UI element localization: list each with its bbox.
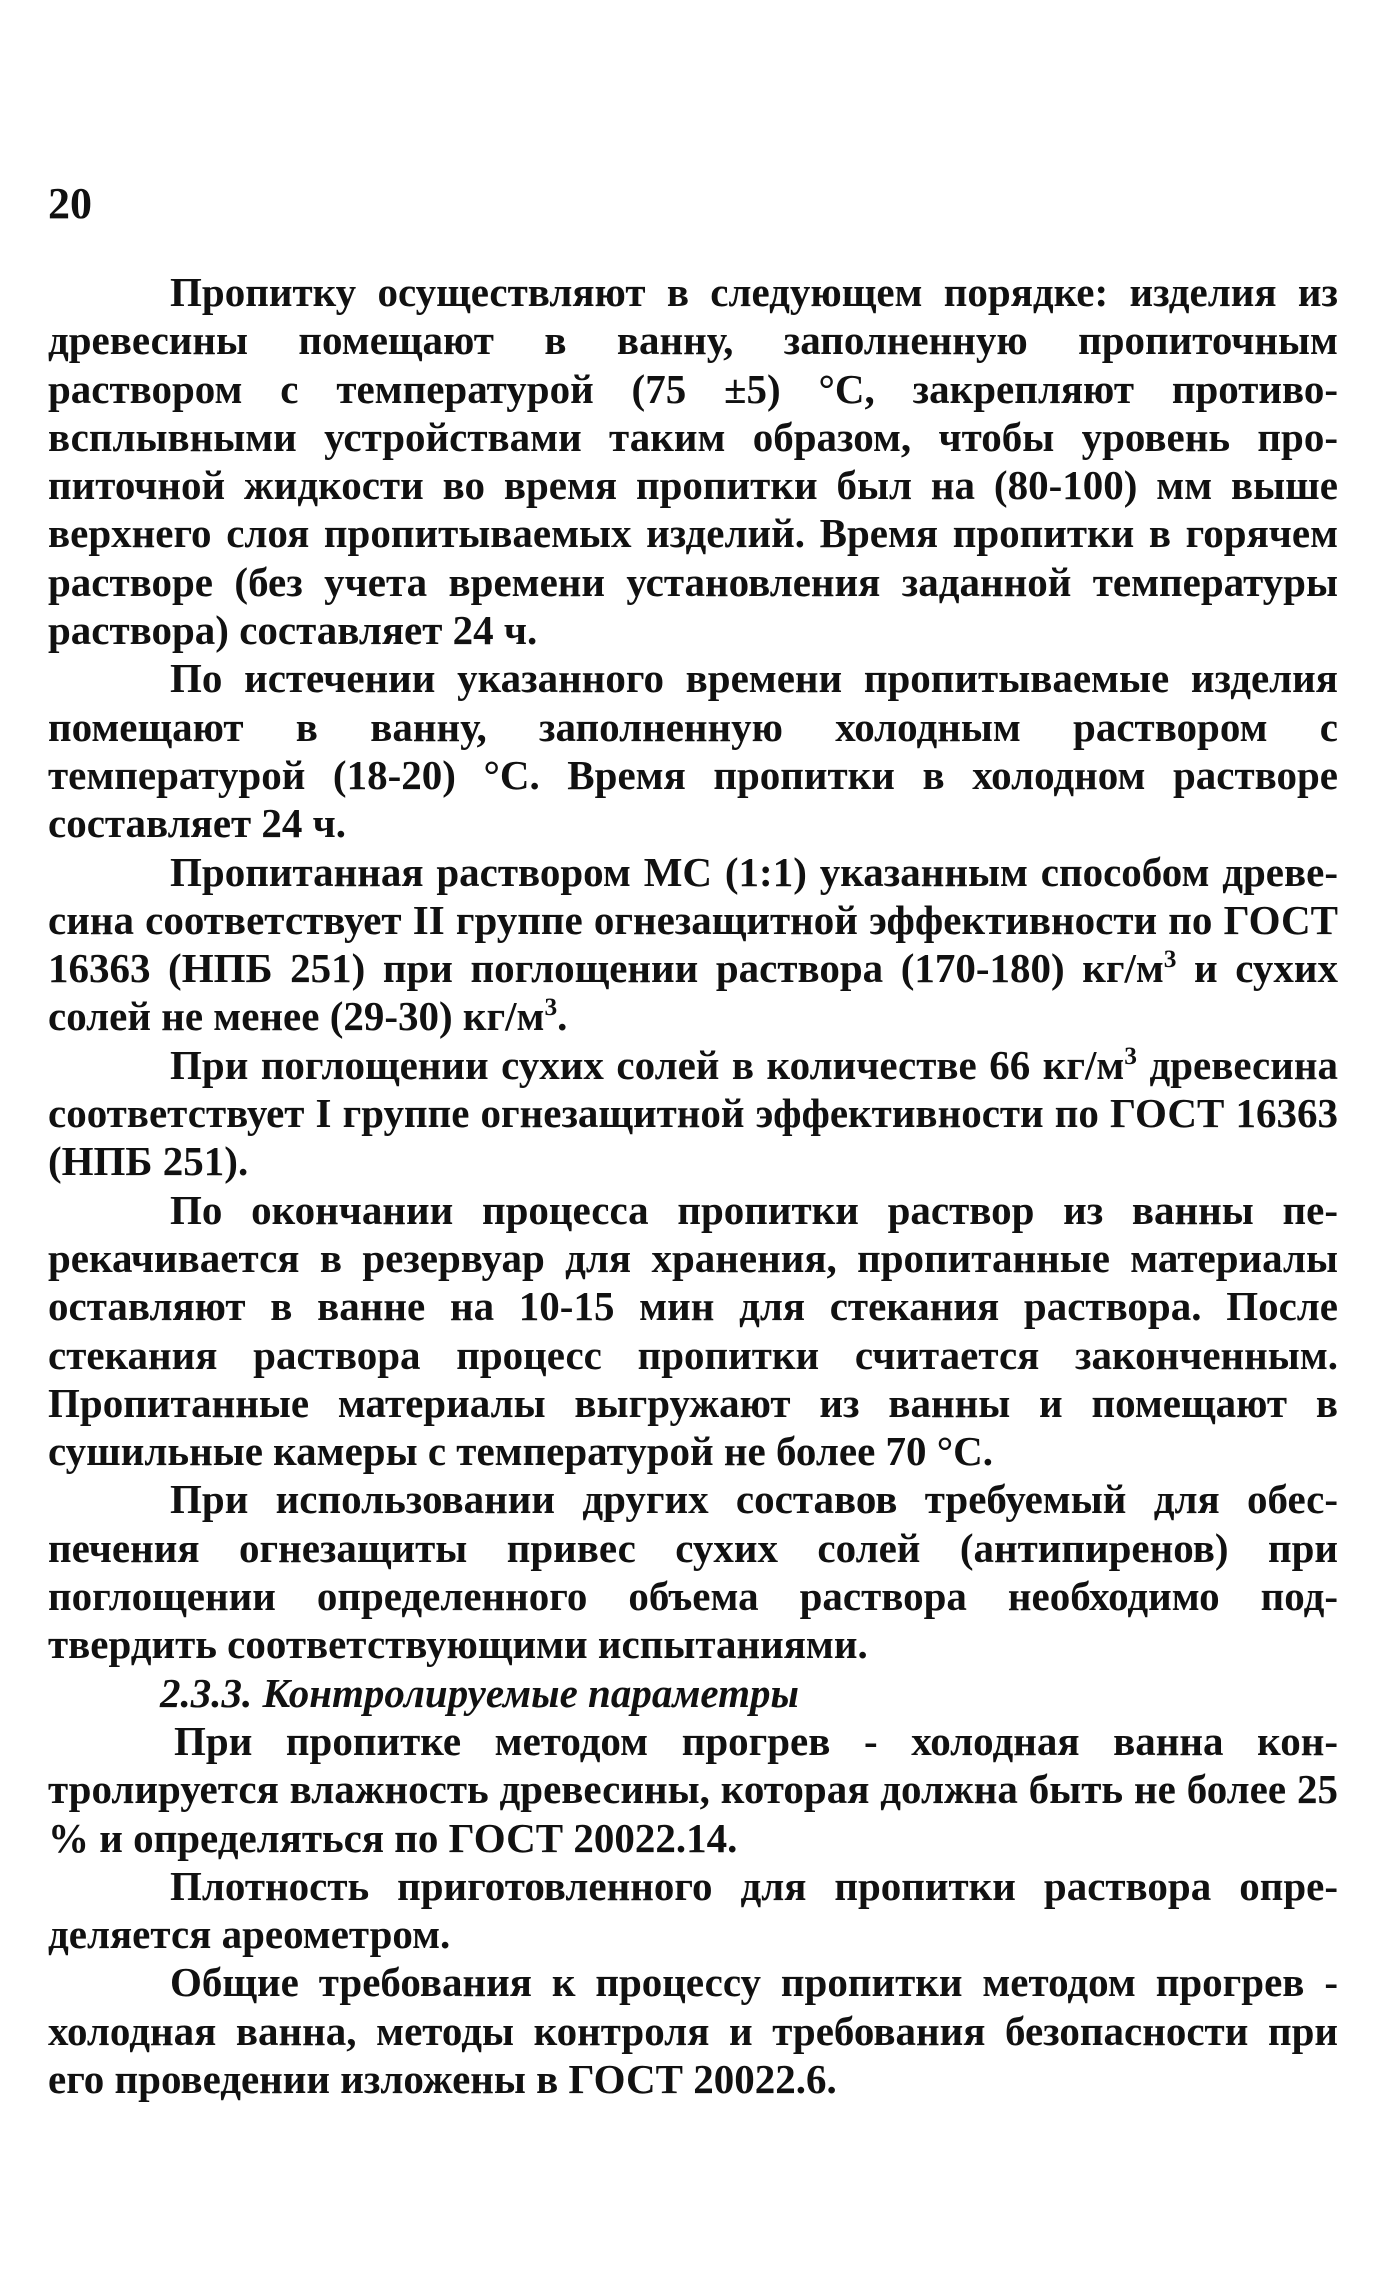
paragraph (48, 848, 1338, 1041)
paragraph: Пропитку осуществляют в следующем порядке: изделия из древесины помещают в ванну, заполненную пропиточным раствором с температурой (75 ±5) °С, закрепляют противовсплывными устройствами таким образом, чтобы уровень пропиточной жидкости во время пропитки был на (80-100) мм выше верхнего слоя пропитываемых изделий. Время пропитки в горячем растворе (без учета времени установления заданной температуры раствора) составляет 24 ч. (48, 269, 1338, 654)
paragraph: По окончании процесса пропитки раствор из ванны перекачивается в резервуар для хранения, пропитанные материалы оставляют в ванне на 10-15 мин для стекания раствора. После стекания раствора процесс пропитки считается законченным. Пропитанные материалы выгружают из ванны и помещают в сушильные камеры с температурой не более 70 °С. (48, 1186, 1338, 1475)
paragraph (48, 1041, 1338, 1186)
paragraph: Общие требования к процессу пропитки методом прогрев - холодная ванна, методы контроля и требования безопасности при его проведении изложены в ГОСТ 20022.6. (48, 1959, 1338, 2102)
paragraph-text: Пропитанная раствором МС (1:1) указанным способом древесина соответствует II группе огнезащитной эффективности по ГОСТ 16363 (НПБ 251) при поглощении раствора (170-180) кг/м (48, 848, 1338, 992)
paragraph-text: При поглощении сухих солей в количестве 66 кг/м (170, 1041, 1125, 1088)
superscript: 3 (1124, 1041, 1137, 1070)
page-number: 20 (48, 179, 92, 228)
paragraph: По истечении указанного времени пропитываемые изделия помещают в ванну, заполненную холодным раствором с температурой (18-20) °С. Время пропитки в холодном растворе составляет 24 ч. (48, 655, 1338, 847)
section-heading: 2.3.3. Контролируемые параметры (160, 1669, 799, 1716)
paragraph-text: древесина соответствует I группе огнезащитной эффективности по ГОСТ 16363 (НПБ 251). (48, 1041, 1338, 1185)
paragraph: При пропитке методом прогрев - холодная ванна контролируется влажность древесины, которая должна быть не более 25 % и определяться по ГОСТ 20022.14. (48, 1717, 1338, 1861)
paragraph: Плотность приготовленного для пропитки раствора определяется ареометром. (48, 1862, 1338, 1958)
paragraph-text: и сухих солей не менее (29-30) кг/м (48, 945, 1338, 1040)
paragraph: При использовании других составов требуемый для обеспечения огнезащиты привес сухих солей (антипиренов) при поглощении определенного объема раствора необходимо подтвердить соответствующими испытаниями. (48, 1476, 1338, 1668)
body-text (48, 268, 1338, 2103)
paragraph-text: . (557, 993, 568, 1040)
superscript: 3 (544, 993, 558, 1022)
superscript: 3 (1163, 944, 1177, 973)
